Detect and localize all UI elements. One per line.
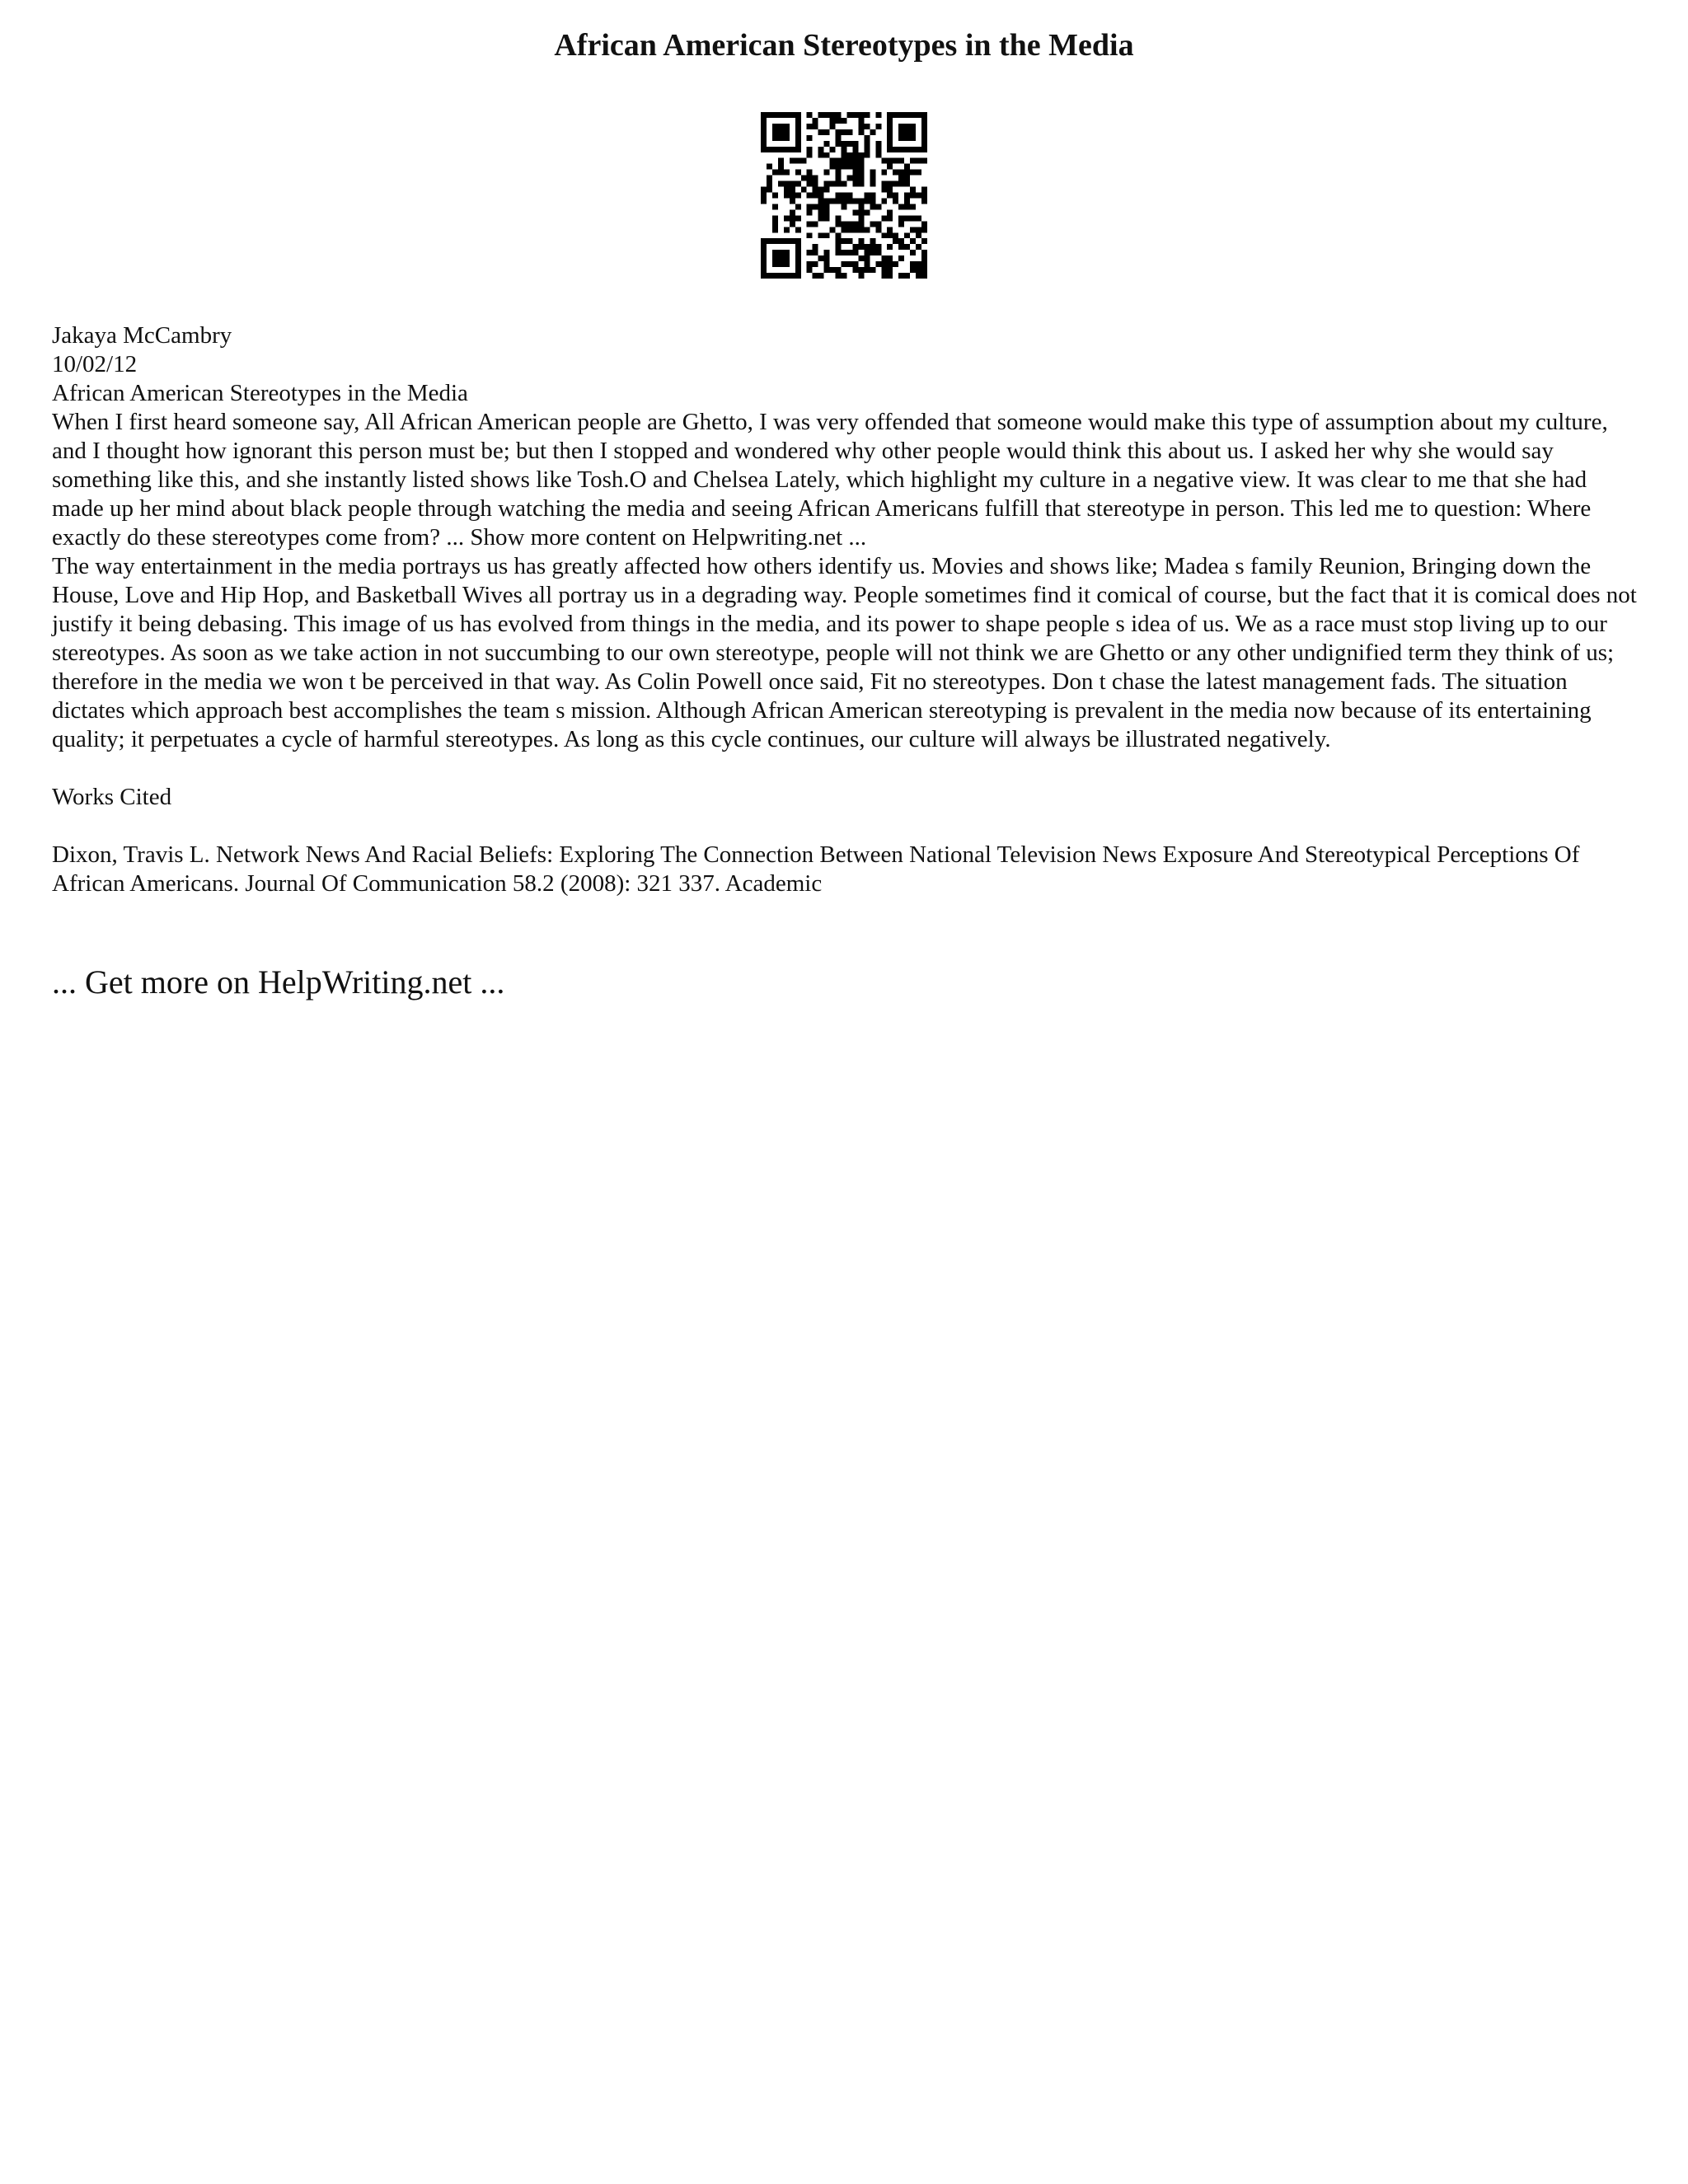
essay-date: 10/02/12 <box>52 351 138 377</box>
get-more-link[interactable]: ... Get more on HelpWriting.net ... <box>52 963 505 1001</box>
qr-code <box>761 112 927 279</box>
essay-title: African American Stereotypes in the Media <box>52 380 468 406</box>
works-cited-entry: Dixon, Travis L. Network News And Racial Beliefs: Exploring The Connection Between National Television News Exposure And Stereotypical Perceptions Of African Americans. Journal Of Communication 58.2 (2008): 321 337. Academic <box>52 841 1580 897</box>
works-cited-heading: Works Cited <box>52 784 172 810</box>
spacer <box>52 812 1643 841</box>
document-title: African American Stereotypes in the Media <box>554 28 1134 63</box>
paragraph-1: When I first heard someone say, All African American people are Ghetto, I was very offended that someone would make this type of assumption about my culture, and I thought how ignorant this person must be; but then I stopped and wondered why other people would think this about us. I asked her why she would say something like this, and she instantly listed shows like Tosh.O and Chelsea Lately, which highlight my culture in a negative view. It was clear to me that she had made up her mind about black people through watching the media and seeing African Americans fulfill that stereotype in person. This led me to question: Where exactly do these stereotypes come from? ... Show more content on Helpwriting.net ... <box>52 409 1608 551</box>
essay-body <box>52 321 1643 898</box>
spacer <box>52 754 1643 783</box>
qr-code-graphic <box>761 112 927 279</box>
author-name: Jakaya McCambry <box>52 322 232 349</box>
paragraph-2: The way entertainment in the media portrays us has greatly affected how others identify us. Movies and shows like; Madea s family Reunion, Bringing down the House, Love and Hip Hop, and Basketball Wives all portray us in a degrading way. People sometimes find it comical of course, but the fact that it is comical does not justify it being debasing. This image of us has evolved from things in the media, and its power to shape people s idea of us. We as a race must stop living up to our stereotypes. As soon as we take action in not succumbing to our own stereotype, people will not think we are Ghetto or any other undignified term they think of us; therefore in the media we won t be perceived in that way. As Colin Powell once said, Fit no stereotypes. Don t chase the latest management fads. The situation dictates which approach best accomplishes the team s mission. Although African American stereotyping is prevalent in the media now because of its entertaining quality; it perpetuates a cycle of harmful stereotypes. As long as this cycle continues, our culture will always be illustrated negatively. <box>52 553 1637 752</box>
